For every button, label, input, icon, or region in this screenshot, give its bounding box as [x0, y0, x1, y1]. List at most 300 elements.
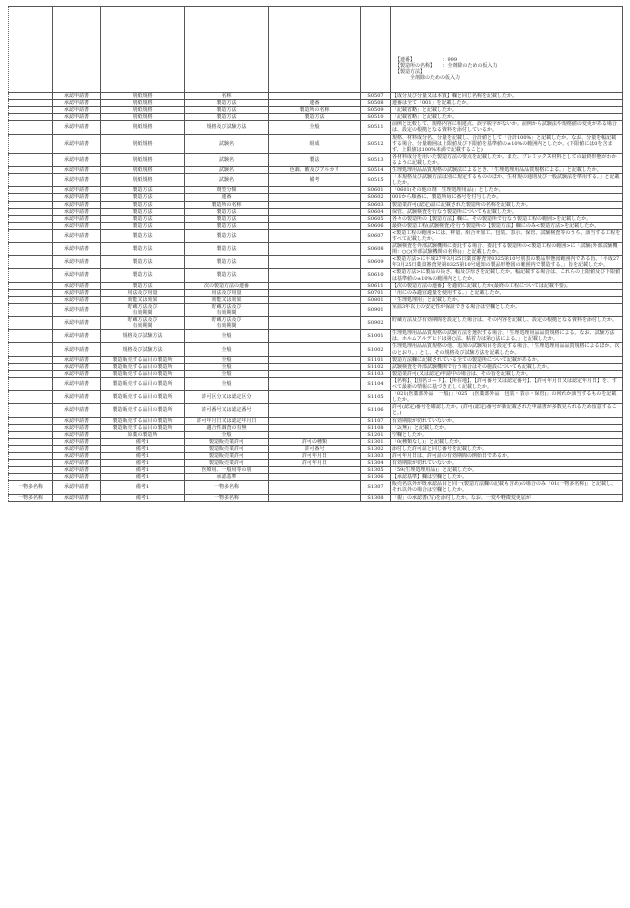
sub-item-cell — [269, 363, 361, 370]
check-code-cell: S0508 — [361, 100, 391, 107]
category-a-cell — [9, 303, 53, 316]
check-description-cell: 【成分及び分量又は本質】欄と同じ名称を記載したか。 — [391, 93, 623, 100]
item-cell: 製造方法 — [185, 269, 269, 282]
sub-item-cell — [269, 229, 361, 242]
section-cell: 製造販売する品目の製造所 — [101, 377, 185, 390]
document-type-cell: 承認申請書 — [53, 134, 101, 153]
table-row — [9, 296, 623, 303]
table-row — [9, 370, 623, 377]
item-cell: 製造販売業許可 — [185, 452, 269, 459]
document-type-cell: 承認申請書 — [53, 229, 101, 242]
category-a-cell — [9, 187, 53, 194]
item-cell: 全般 — [185, 363, 269, 370]
document-type-cell: 承認申請書 — [53, 417, 101, 424]
check-description-cell: 【名称】、【国名コード】、【所在地】、【許可番号又は認定番号】、【許可年月日又は認定年月日】を、すべて最新の情報に基づき正しく記載したか。 — [391, 377, 623, 390]
header-block-cell-e — [269, 7, 361, 93]
section-cell: 備考1 — [101, 452, 185, 459]
header-line: 【製造方法】 — [395, 69, 426, 76]
sub-item-cell — [269, 377, 361, 390]
category-a-cell — [9, 167, 53, 174]
document-type-cell: 承認申請書 — [53, 460, 101, 467]
category-a-cell — [9, 363, 53, 370]
category-a-cell — [9, 269, 53, 282]
section-cell: 製造方法 — [101, 201, 185, 208]
check-description-cell: 「用にのみ適宜適量を使用する。」と記載したか。 — [391, 289, 623, 296]
document-type-cell: 承認申請書 — [53, 93, 101, 100]
check-code-cell: S1002 — [361, 343, 391, 356]
check-description-cell: 001から順番に、製造所毎に番号を付与したか。 — [391, 194, 623, 201]
table-row — [9, 317, 623, 330]
table-row — [9, 424, 623, 431]
table-row — [9, 201, 623, 208]
sub-item-cell — [269, 467, 361, 474]
header-line: 【連番】 ：999 — [395, 57, 458, 63]
check-code-cell: S1108 — [361, 424, 391, 431]
sub-item-cell — [269, 289, 361, 296]
sub-item-cell: 許可の種類 — [269, 438, 361, 445]
sub-item-cell — [269, 424, 361, 431]
item-cell: 貯蔵方法及び 有効期間 — [185, 303, 269, 316]
item-cell: 製造販売業許可 — [185, 445, 269, 452]
section-cell: 規格及び試験方法 — [101, 343, 185, 356]
check-description-cell: 生理処理用品品質規格の他、追加の試験項目を設定する場合、「生理処理用品品質規格によるほか、次のとおり。」とし、その規格及び試験方法を記載したか。 — [391, 343, 623, 356]
sub-item-cell: 連番 — [269, 100, 361, 107]
header-block-cell-d — [185, 7, 269, 93]
check-description-cell: 「本規格及び試験方法は別に規定するもののほか、生材規の通則及び一般試験法を準用する。」と記載したか。 — [391, 174, 623, 187]
sub-item-cell — [269, 404, 361, 417]
table-row — [9, 114, 623, 121]
category-a-cell — [9, 93, 53, 100]
check-description-cell: 「親」の承認書(写)を添付したか。なお、一変や軽微変更届が — [391, 494, 623, 501]
sub-item-cell — [269, 215, 361, 222]
check-code-cell: S0801 — [361, 296, 391, 303]
table-row — [9, 174, 623, 187]
document-type-cell: 承認申請書 — [53, 343, 101, 356]
category-a-cell — [9, 256, 53, 269]
item-cell: 試験名 — [185, 153, 269, 166]
section-cell: 製造方法 — [101, 208, 185, 215]
item-cell: 許可番号又は認定番号 — [185, 404, 269, 417]
section-cell: 製造販売する品目の製造所 — [101, 417, 185, 424]
sub-item-cell — [269, 370, 361, 377]
header-block-text — [391, 7, 623, 93]
table-row — [9, 391, 623, 404]
section-cell: 備考1 — [101, 481, 185, 494]
table-row — [9, 229, 623, 242]
table-row — [9, 282, 623, 289]
sub-item-cell — [269, 243, 361, 256]
check-description-cell: 「記載省略」と記載したか。 — [391, 114, 623, 121]
check-code-cell: S1306 — [361, 474, 391, 481]
sub-item-cell — [269, 391, 361, 404]
category-a-cell — [9, 452, 53, 459]
document-type-cell: 承認申請書 — [53, 194, 101, 201]
item-cell: 一物多名称 — [185, 481, 269, 494]
check-code-cell: S1301 — [361, 438, 391, 445]
check-code-cell: S1308 — [361, 494, 391, 501]
section-cell: 備考1 — [101, 438, 185, 445]
sub-item-cell — [269, 356, 361, 363]
category-a-cell — [9, 208, 53, 215]
category-a-cell — [9, 114, 53, 121]
document-type-cell: 承認申請書 — [53, 296, 101, 303]
document-type-cell: 承認申請書 — [53, 474, 101, 481]
check-code-cell: S1302 — [361, 445, 391, 452]
header-line: 全剤除のための仮入力 — [395, 75, 461, 82]
check-description-cell: 許可(認定)番号を確認したか。(許可(認定)番号が新記載された申請書が多数見られるため留意すること。) — [391, 404, 623, 417]
sub-item-cell: 許可年月日 — [269, 460, 361, 467]
document-type-cell: 承認申請書 — [53, 370, 101, 377]
check-description-cell: 「2(無)」と記載したか。 — [391, 424, 623, 431]
checklist-sheet — [8, 6, 622, 502]
item-cell: 剤型分類 — [185, 187, 269, 194]
sub-item-cell — [269, 269, 361, 282]
check-code-cell: S0514 — [361, 167, 391, 174]
category-a-cell — [9, 343, 53, 356]
table-row — [9, 438, 623, 445]
document-type-cell: 承認申請書 — [53, 317, 101, 330]
document-type-cell: 承認申請書 — [53, 438, 101, 445]
item-cell: 全般 — [185, 377, 269, 390]
table-row — [9, 377, 623, 390]
document-type-cell: 承認申請書 — [53, 467, 101, 474]
category-a-cell — [9, 194, 53, 201]
document-type-cell: 承認申請書 — [53, 208, 101, 215]
section-cell: 別紙規格 — [101, 114, 185, 121]
section-cell: 規格及び試験方法 — [101, 330, 185, 343]
check-description-cell: 【承認基準】欄は空欄としたか。 — [391, 474, 623, 481]
sub-item-cell — [269, 317, 361, 330]
section-cell: 備考1 — [101, 494, 185, 501]
item-cell: 全般 — [185, 343, 269, 356]
section-cell: 製造方法 — [101, 282, 185, 289]
check-code-cell: S0608 — [361, 243, 391, 256]
table-row — [9, 445, 623, 452]
item-cell: 製造販売業許可 — [185, 460, 269, 467]
section-cell: 製造方法 — [101, 187, 185, 194]
checklist-table — [8, 6, 623, 502]
category-a-cell — [9, 330, 53, 343]
check-code-cell: S0609 — [361, 256, 391, 269]
table-row — [9, 100, 623, 107]
check-description-cell: 最終の製造工程(試験検査)を行う製造所の【製造方法】欄にのみ<製造方法>を記載したか。 — [391, 222, 623, 229]
item-cell: 全般 — [185, 370, 269, 377]
document-type-cell: 承認申請書 — [53, 167, 101, 174]
item-cell: 製造方法 — [185, 114, 269, 121]
document-type-cell: 承認申請書 — [53, 377, 101, 390]
item-cell: 全般 — [185, 356, 269, 363]
item-cell: 製造方法 — [185, 100, 269, 107]
check-description-cell: <製造方法>に製品の長さ、幅及び厚さを記載したか。幅記載する場合は、これらの上限値及び下限値は基準値の±10%の範囲内としたか。 — [391, 269, 623, 282]
document-type-cell: 承認申請書 — [53, 494, 101, 501]
table-row — [9, 134, 623, 153]
check-code-cell: S1102 — [361, 363, 391, 370]
sub-item-cell — [269, 330, 361, 343]
check-code-cell: S1304 — [361, 460, 391, 467]
section-cell: 備考1 — [101, 467, 185, 474]
section-cell: 貯蔵方法及び 有効期間 — [101, 303, 185, 316]
check-description-cell: 「59(生理処理用品)」と記載したか。 — [391, 467, 623, 474]
header-block-cell-b — [53, 7, 101, 93]
table-row — [9, 107, 623, 114]
document-type-cell: 承認申請書 — [53, 289, 101, 296]
check-description-cell: 空欄としたか。 — [391, 431, 623, 438]
sub-item-cell — [269, 417, 361, 424]
document-type-cell: 承認申請書 — [53, 303, 101, 316]
category-a-cell — [9, 134, 53, 153]
check-code-cell: S0902 — [361, 317, 391, 330]
category-a-cell — [9, 445, 53, 452]
category-a-cell — [9, 370, 53, 377]
check-code-cell: S1105 — [361, 391, 391, 404]
item-cell: 適合性調査の有無 — [185, 424, 269, 431]
header-block-cell-a — [9, 7, 53, 93]
check-description-cell: <製造工程の範囲>には、秤量、組合せ加工、包装、表示、保管、試験検査等のうち、該当する工程をすべて記載したか。 — [391, 229, 623, 242]
item-cell: 試験名 — [185, 167, 269, 174]
document-type-cell: 承認申請書 — [53, 256, 101, 269]
check-code-cell: S1106 — [361, 404, 391, 417]
table-row — [9, 187, 623, 194]
document-type-cell: 承認申請書 — [53, 114, 101, 121]
table-row — [9, 121, 623, 134]
section-cell: 製造販売する品目の製造所 — [101, 363, 185, 370]
category-a-cell — [9, 356, 53, 363]
category-a-cell — [9, 377, 53, 390]
check-description-cell: 各材料成分を用いた製造方法の要点を記載したか。また、プレミックス材料としての最終形態がわかるように記載したか。 — [391, 153, 623, 166]
item-cell: 医療用、一般用等の別 — [185, 467, 269, 474]
section-cell: 別紙規格 — [101, 167, 185, 174]
category-a-cell — [9, 460, 53, 467]
sub-item-cell — [269, 93, 361, 100]
check-code-cell: S0607 — [361, 229, 391, 242]
category-a-cell — [9, 153, 53, 166]
sub-item-cell: 製造方法 — [269, 114, 361, 121]
table-row — [9, 215, 623, 222]
table-row — [9, 256, 623, 269]
document-type-cell: 承認申請書 — [53, 424, 101, 431]
category-a-cell — [9, 100, 53, 107]
item-cell: 用法及び用量 — [185, 289, 269, 296]
item-cell: 製造方法 — [185, 256, 269, 269]
check-code-cell: S0611 — [361, 282, 391, 289]
check-code-cell: S0507 — [361, 93, 391, 100]
sub-item-cell: 許可年月日 — [269, 452, 361, 459]
category-a-cell — [9, 174, 53, 187]
check-description-cell: 製造業許可(又は認定)申請中の場合は、その旨を記載したか。 — [391, 370, 623, 377]
section-cell: 用法及び用量 — [101, 289, 185, 296]
header-block-cell-code — [361, 7, 391, 93]
section-cell: 別紙規格 — [101, 153, 185, 166]
check-description-cell: 「生理処理用」と記載したか。 — [391, 296, 623, 303]
check-code-cell: S0701 — [361, 289, 391, 296]
check-description-cell: 生理処理用品品質規格の試験法によるとき、「生理処理用品品質規格による。」と記載したか。 — [391, 167, 623, 174]
document-type-cell: 承認申請書 — [53, 174, 101, 187]
section-cell: 製造方法 — [101, 243, 185, 256]
category-a-cell — [9, 317, 53, 330]
table-row — [9, 153, 623, 166]
sub-item-cell — [269, 431, 361, 438]
item-cell: 製造方法 — [185, 107, 269, 114]
check-code-cell: S0512 — [361, 134, 391, 153]
check-description-cell: 製造方法欄に記載されている全ての製造所について記載があるか。 — [391, 356, 623, 363]
sub-item-cell: 全般 — [269, 121, 361, 134]
table-row — [9, 363, 623, 370]
table-row — [9, 269, 623, 282]
section-cell: 別紙規格 — [101, 134, 185, 153]
document-type-cell: 承認申請書 — [53, 481, 101, 494]
check-code-cell: S0606 — [361, 222, 391, 229]
sub-item-cell: 許可番号 — [269, 445, 361, 452]
document-type-cell: 承認申請書 — [53, 356, 101, 363]
document-type-cell: 承認申請書 — [53, 404, 101, 417]
section-cell: 備考1 — [101, 445, 185, 452]
table-row — [9, 343, 623, 356]
check-description-cell: 有効期限が切れていないか。 — [391, 460, 623, 467]
category-a-cell — [9, 417, 53, 424]
item-cell: 全般 — [185, 431, 269, 438]
table-row — [9, 243, 623, 256]
document-type-cell: 承認申請書 — [53, 330, 101, 343]
check-description-cell: 連番は全て「001」を記載したか。 — [391, 100, 623, 107]
category-a-cell — [9, 121, 53, 134]
table-row — [9, 93, 623, 100]
item-cell: 製造方法 — [185, 243, 269, 256]
category-a-cell — [9, 229, 53, 242]
table-row — [9, 208, 623, 215]
table-row — [9, 289, 623, 296]
document-type-cell: 承認申請書 — [53, 363, 101, 370]
category-a-cell: 一物多名称 — [9, 481, 53, 494]
section-cell: 製造方法 — [101, 229, 185, 242]
section-cell: 製造販売する品目の製造所 — [101, 404, 185, 417]
check-description-cell: 「0601(その他の剤 生理処理用品)」としたか。 — [391, 187, 623, 194]
check-code-cell: S1303 — [361, 452, 391, 459]
item-cell: 製造方法 — [185, 222, 269, 229]
item-cell: 連番 — [185, 194, 269, 201]
check-description-cell: <製造方法>に平成27年3月25日薬食審査発0325第10号別表の製品形態図範囲内である旨、「平成27年3月25日薬食審査発第0325第10号通知の製品形態図の範囲内で製造する。」旨を記載したか。 — [391, 256, 623, 269]
section-cell: 製造販売する品目の製造所 — [101, 391, 185, 404]
category-a-cell — [9, 424, 53, 431]
section-cell: 別紙規格 — [101, 121, 185, 134]
sub-item-cell — [269, 481, 361, 494]
table-row — [9, 431, 623, 438]
check-code-cell: S1101 — [361, 356, 391, 363]
table-row — [9, 452, 623, 459]
document-type-cell: 承認申請書 — [53, 282, 101, 289]
item-cell: 製造方法 — [185, 215, 269, 222]
check-description-cell: 試験検査を外部試験機関に委託する場合、委託する製造所の<製造工程の範囲>に「試験(外部試験機関：○○(外部試験機関の名称))」と記載したか。 — [391, 243, 623, 256]
item-cell: 一物多名称 — [185, 494, 269, 501]
category-a-cell — [9, 282, 53, 289]
document-type-cell: 承認申請書 — [53, 187, 101, 194]
category-a-cell — [9, 222, 53, 229]
item-cell: 許可年月日又は認定年月日 — [185, 417, 269, 424]
item-cell: 製造方法 — [185, 229, 269, 242]
category-a-cell — [9, 474, 53, 481]
section-cell: 備考1 — [101, 474, 185, 481]
section-cell: 別紙規格 — [101, 93, 185, 100]
item-cell: 規格及び試験方法 — [185, 121, 269, 134]
check-description-cell: 「021(医薬部外品 一般)」「025 (医薬部外品 包装・表示・保管)」の何れか該当するものを記載したか。 — [391, 391, 623, 404]
table-row — [9, 481, 623, 494]
check-code-cell: S0604 — [361, 208, 391, 215]
document-type-cell: 承認申請書 — [53, 100, 101, 107]
check-code-cell: S0901 — [361, 303, 391, 316]
document-type-cell: 承認申請書 — [53, 391, 101, 404]
section-cell: 製造方法 — [101, 269, 185, 282]
check-code-cell: S1201 — [361, 431, 391, 438]
check-description-cell: 製造業許可(認定)証に記載された製造所の名称を記載したか。 — [391, 201, 623, 208]
check-code-cell: S1001 — [361, 330, 391, 343]
item-cell: 試験名 — [185, 174, 269, 187]
sub-item-cell — [269, 282, 361, 289]
sub-item-cell — [269, 296, 361, 303]
item-cell: 全般 — [185, 330, 269, 343]
header-block-row — [9, 7, 623, 93]
section-cell: 別紙規格 — [101, 107, 185, 114]
document-type-cell: 承認申請書 — [53, 121, 101, 134]
table-row — [9, 194, 623, 201]
item-cell: 次の製造方法の連番 — [185, 282, 269, 289]
section-cell: 製造方法 — [101, 194, 185, 201]
table-row — [9, 222, 623, 229]
check-description-cell: 生理処理用品品質規格の試験方法を選択する場合、「生理処理用品品質規格による。なお、試験方法は、ホルムアルデヒドは第○法、粘着力は第○法による。」と記載したか。 — [391, 330, 623, 343]
header-block-cell-c — [101, 7, 185, 93]
sub-item-cell: 製造所の名称 — [269, 107, 361, 114]
sub-item-cell — [269, 474, 361, 481]
category-a-cell — [9, 107, 53, 114]
section-cell: 原薬の製造所 — [101, 431, 185, 438]
document-type-cell: 承認申請書 — [53, 243, 101, 256]
section-cell: 製造方法 — [101, 256, 185, 269]
section-cell: 効能又は効果 — [101, 296, 185, 303]
item-cell: 製造販売業許可 — [185, 438, 269, 445]
item-cell: 名称 — [185, 93, 269, 100]
category-a-cell — [9, 438, 53, 445]
document-type-cell: 承認申請書 — [53, 452, 101, 459]
item-cell: 製造方法 — [185, 208, 269, 215]
section-cell: 貯蔵方法及び 有効期間 — [101, 317, 185, 330]
check-description-cell: 規格、材料成分名、分量を記載し、合計値として「合計100%」と記載したか。なお、分量を幅記載する場合、分量範囲は上限値及び下限値を基準値の±10%の範囲内としたか。(下限値には0を含まず、上限値は100%未満で記載すること) — [391, 134, 623, 153]
check-description-cell: 試験検査を外部試験機関で行う場合はその施設についても記載したか。 — [391, 363, 623, 370]
category-a-cell — [9, 296, 53, 303]
check-code-cell: S0513 — [361, 153, 391, 166]
document-type-cell: 承認申請書 — [53, 215, 101, 222]
table-row — [9, 460, 623, 467]
check-code-cell: S0509 — [361, 107, 391, 114]
sub-item-cell — [269, 194, 361, 201]
check-code-cell: S1307 — [361, 481, 391, 494]
section-cell: 製造販売する品目の製造所 — [101, 424, 185, 431]
document-type-cell: 承認申請書 — [53, 107, 101, 114]
category-a-cell — [9, 467, 53, 474]
section-cell: 製造販売する品目の製造所 — [101, 356, 185, 363]
check-code-cell: S0605 — [361, 215, 391, 222]
check-code-cell: S1104 — [361, 377, 391, 390]
sub-item-cell: 製法 — [269, 153, 361, 166]
item-cell: 貯蔵方法及び 有効期間 — [185, 317, 269, 330]
check-code-cell: S0610 — [361, 269, 391, 282]
sub-item-cell — [269, 201, 361, 208]
header-line: 【製造所の名称】 ：全剤除のための仮入力 — [395, 63, 498, 70]
table-row — [9, 303, 623, 316]
check-description-cell: 保管、試験検査を行なう製造所についても記載したか。 — [391, 208, 623, 215]
check-code-cell: S0603 — [361, 201, 391, 208]
category-a-cell — [9, 243, 53, 256]
category-a-cell — [9, 391, 53, 404]
table-row — [9, 404, 623, 417]
item-cell: 許可区分又は認定区分 — [185, 391, 269, 404]
